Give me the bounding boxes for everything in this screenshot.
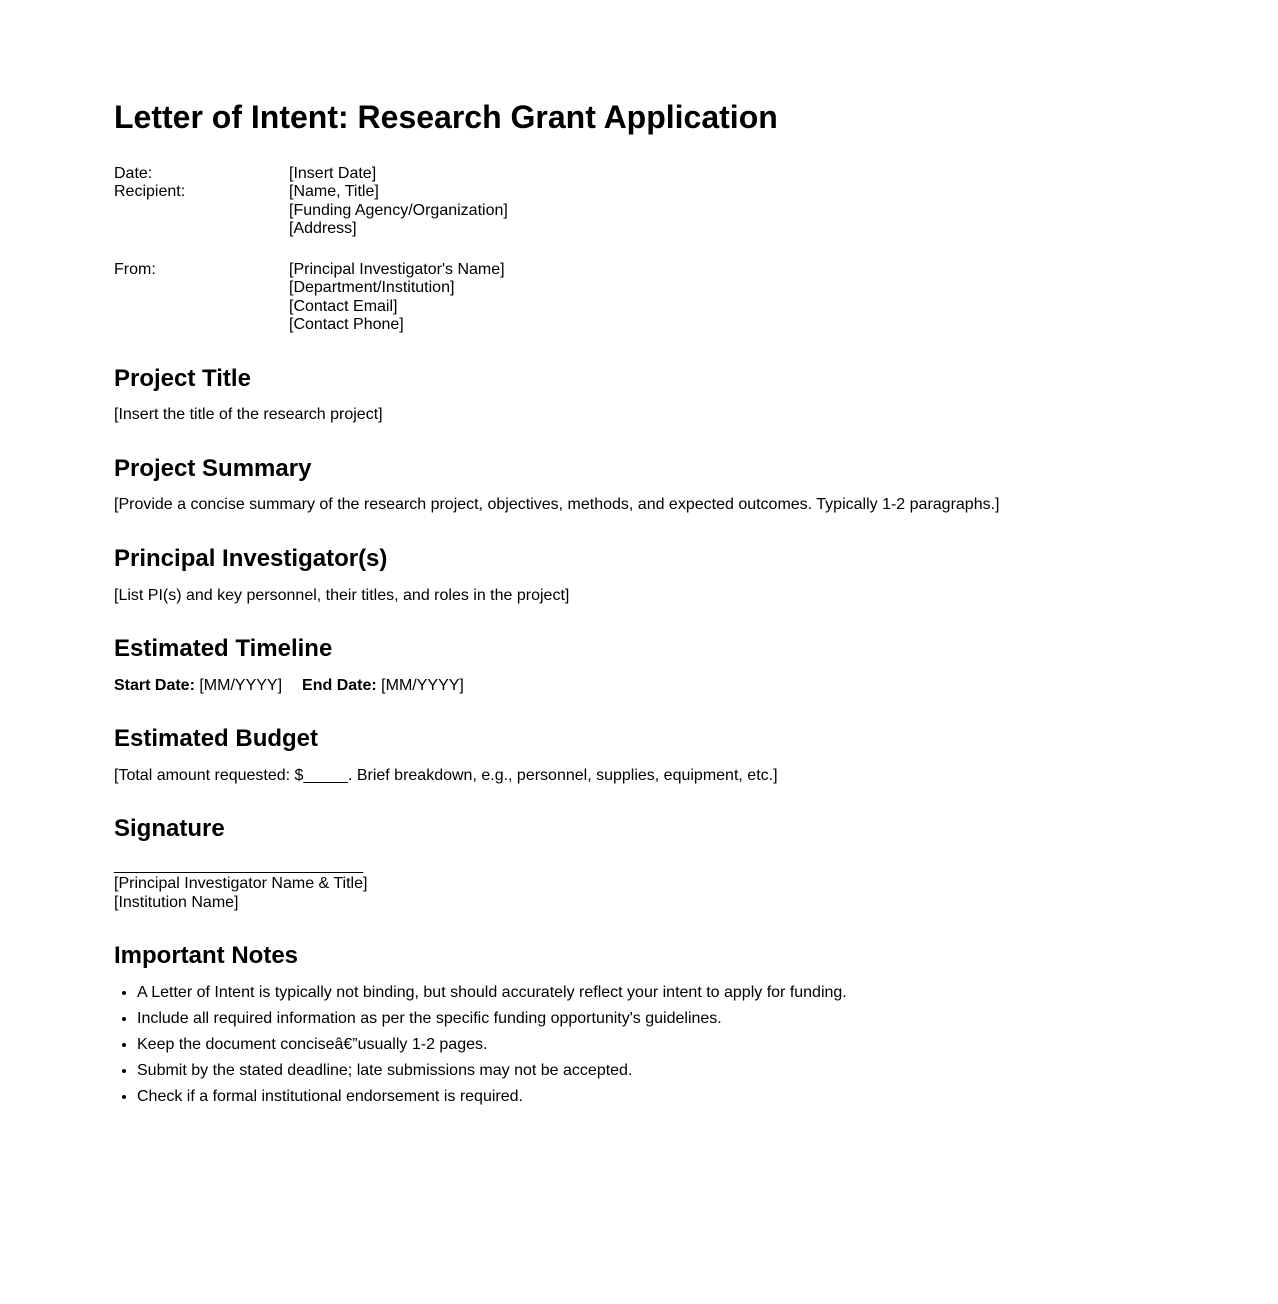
note-item: • A Letter of Intent is typically not binding, but should accurately reflect your intent to apply for funding.: [137, 984, 1164, 1003]
signature-line: ____________________________: [114, 856, 364, 874]
document-page: [114, 0, 1164, 1304]
estimated-timeline-heading: Estimated Timeline: [114, 635, 333, 663]
note-item: • Keep the document conciseâ€”usually 1-2 pages.: [137, 1036, 1164, 1055]
info-label: [114, 316, 289, 335]
estimated-budget-placeholder: [Total amount requested: $_____. Brief breakdown, e.g., personnel, supplies, equipment, etc.]: [114, 766, 778, 784]
note-item: • Include all required information as per the specific funding opportunity's guidelines.: [137, 1010, 1164, 1029]
note-item: • Check if a formal institutional endorsement is required.: [137, 1088, 1164, 1107]
estimated-budget-heading: Estimated Budget: [114, 725, 319, 753]
section-project-summary: [114, 455, 1164, 515]
info-value: [Insert Date]: [289, 164, 377, 182]
section-important-notes: [114, 942, 1164, 1106]
signature-name-placeholder: [Principal Investigator Name & Title]: [114, 875, 368, 893]
principal-investigators-placeholder: [List PI(s) and key personnel, their titles, and roles in the project]: [114, 586, 570, 604]
project-summary-heading: Project Summary: [114, 454, 312, 482]
start-date-label: Start Date:: [114, 676, 195, 694]
info-label: From:: [114, 260, 156, 278]
section-estimated-timeline: [114, 635, 1164, 695]
info-label: [114, 279, 289, 298]
info-value: [Principal Investigator's Name]: [289, 260, 505, 278]
signature-block: [114, 857, 1164, 913]
project-title-placeholder: [Insert the title of the research project]: [114, 406, 383, 424]
info-label: [114, 220, 289, 239]
recipient-info-block: [114, 165, 1164, 239]
important-notes-list: [114, 984, 1164, 1107]
signature-institution-placeholder: [Institution Name]: [114, 893, 239, 911]
info-value: [Funding Agency/Organization]: [289, 201, 508, 219]
info-label: Recipient:: [114, 183, 186, 201]
start-date-placeholder: [MM/YYYY]: [199, 676, 283, 694]
principal-investigators-heading: Principal Investigator(s): [114, 544, 388, 572]
page-title: Letter of Intent: Research Grant Application: [114, 99, 778, 135]
info-value: [Contact Email]: [289, 297, 398, 315]
info-value: [Contact Phone]: [289, 316, 404, 334]
note-item: • Submit by the stated deadline; late submissions may not be accepted.: [137, 1062, 1164, 1081]
section-project-title: [114, 365, 1164, 425]
signature-heading: Signature: [114, 815, 225, 843]
info-value: [Name, Title]: [289, 183, 379, 201]
end-date-label: End Date:: [302, 676, 377, 694]
info-label: [114, 298, 289, 317]
timeline-dates-line: [114, 677, 1164, 696]
from-info-block: [114, 261, 1164, 335]
section-principal-investigators: [114, 545, 1164, 605]
project-title-heading: Project Title: [114, 364, 251, 392]
important-notes-heading: Important Notes: [114, 942, 299, 970]
info-label: Date:: [114, 164, 153, 182]
end-date-placeholder: [MM/YYYY]: [381, 676, 464, 694]
project-summary-placeholder: [Provide a concise summary of the research project, objectives, methods, and expected outcomes. Typically 1-2 paragraphs.]: [114, 496, 1000, 514]
info-value: [Address]: [289, 220, 357, 238]
section-signature: [114, 815, 1164, 912]
section-estimated-budget: [114, 725, 1164, 785]
info-label: [114, 202, 289, 221]
info-value: [Department/Institution]: [289, 279, 455, 297]
